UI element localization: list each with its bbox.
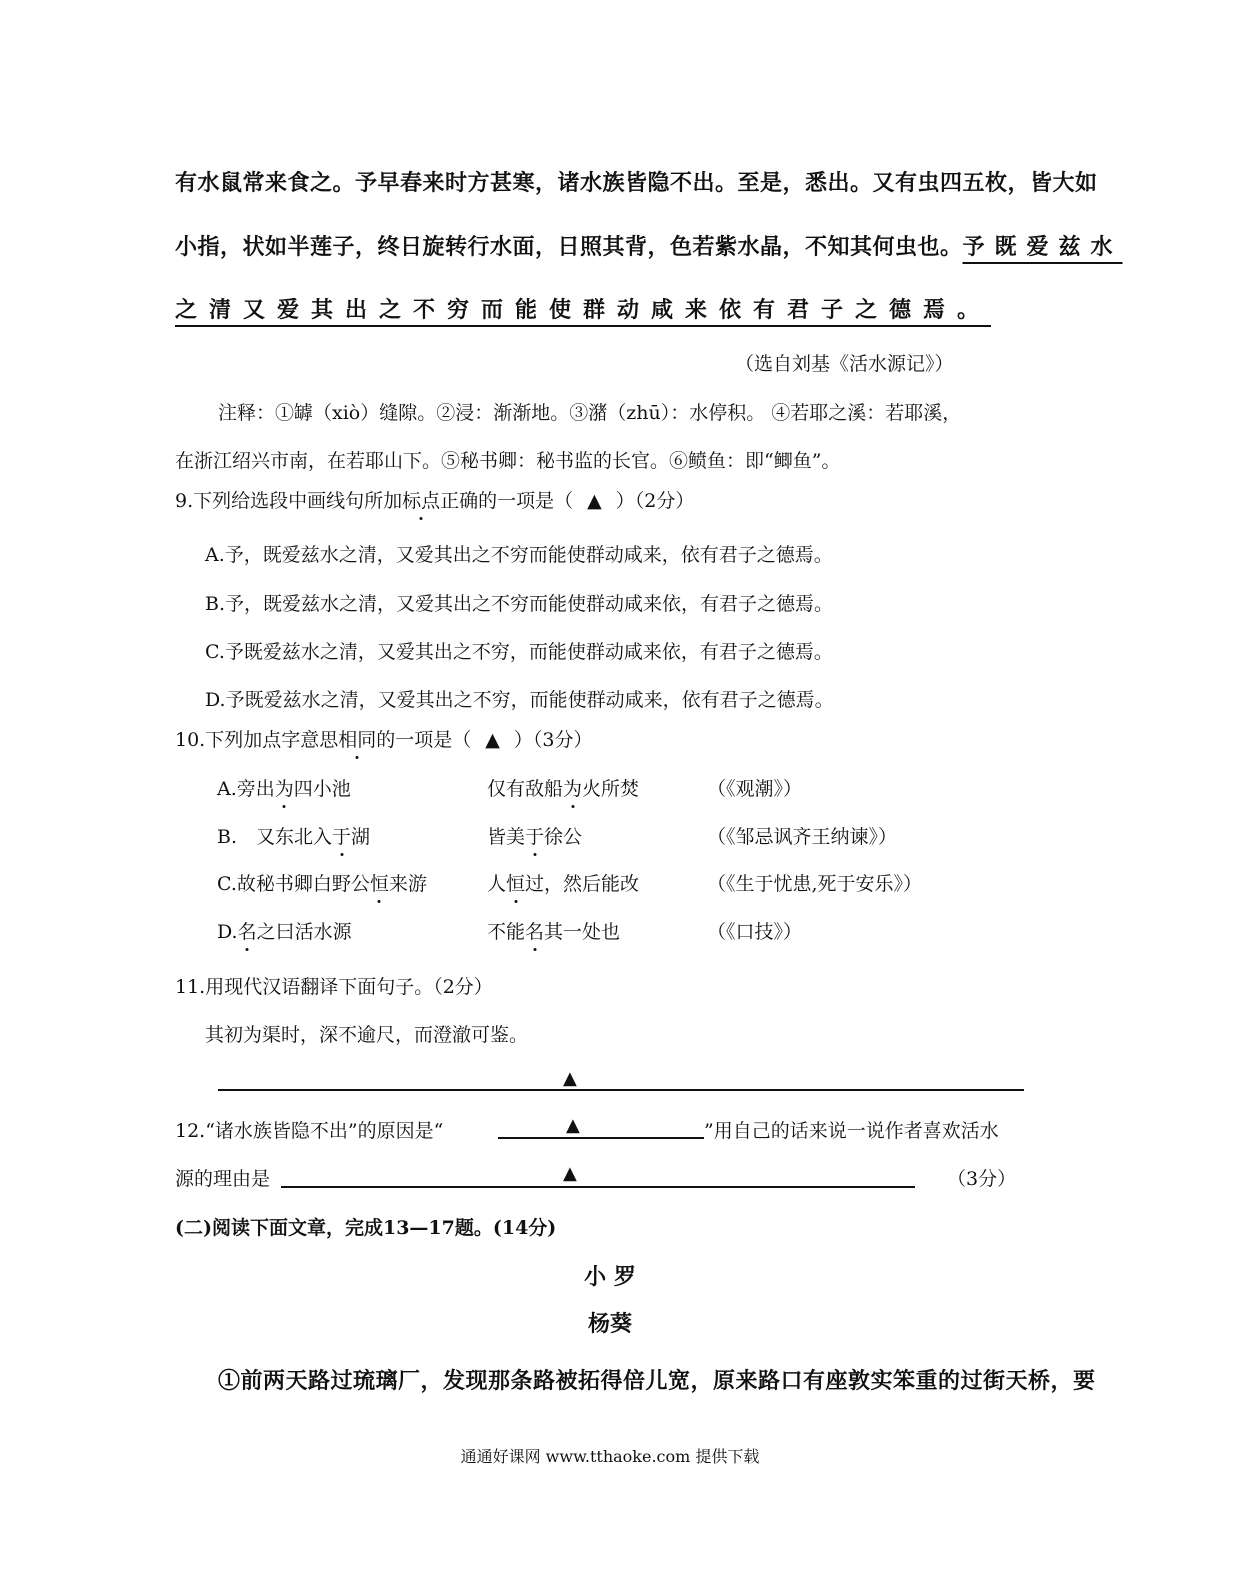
q10-row-a-left: A.旁出为四小池 <box>217 778 351 800</box>
q10-row-a-right: 仅有敌船为火所焚 <box>487 778 640 800</box>
q12-line-1-start: 12.“诸水族皆隐不出”的原因是“ <box>175 1120 444 1142</box>
q9-score: ）（2分） <box>615 490 695 512</box>
passage-line-2-text: 小指，状如半莲子，终日旋转行水面，日照其背，色若紫水晶，不知其何虫也。 <box>175 234 963 260</box>
underlined-sentence-start: 予既爱兹水 <box>962 234 1123 260</box>
q12-score: （3分） <box>947 1168 1017 1190</box>
q10-stem-text-2: 的一项是（ <box>376 729 472 751</box>
q11-stem: 11.用现代汉语翻译下面句子。（2分） <box>175 976 493 998</box>
q9-stem-text-2: 正确的一项是（ <box>440 490 574 512</box>
q10-row-c-source: （《生于忧患,死于安乐》） <box>707 873 923 895</box>
q10-row-b-left: B. 又东北入于湖 <box>217 826 371 848</box>
q10-row-d-source: （《口技》） <box>707 921 803 943</box>
passage-line-1: 有水鼠常来食之。予早春来时方甚寒，诸水族皆隐不出。至是，悉出。又有虫四五枚，皆大如 <box>175 170 1098 196</box>
article-title: 小 罗 <box>584 1264 636 1290</box>
page-footer: 通通好课网 www.tthaoke.com 提供下载 <box>460 1447 760 1466</box>
passage-source: （选自刘基《活水源记》） <box>735 353 954 375</box>
q9-stem <box>175 486 694 513</box>
q10-row-b-source: （《邹忌讽齐王纳谏》） <box>707 826 898 848</box>
q10-stem-text: 10.下列加点字意思 <box>175 729 339 751</box>
q11-answer-line[interactable] <box>218 1089 1024 1091</box>
annotation-line-1: 注释：①罅（xiò）缝隙。②浸：渐渐地。③潴（zhū）：水停积。 ④若耶之溪：若耶溪， <box>218 402 962 424</box>
q9-dotted-words <box>402 490 440 512</box>
annotation-line-2: 在浙江绍兴市南，在若耶山下。⑤秘书卿：秘书监的长官。⑥鲼鱼：即“鲫鱼”。 <box>175 450 841 472</box>
q9-dotted-text: 标点 <box>402 490 441 512</box>
answer-triangle-icon: ▲ <box>563 1163 577 1184</box>
answer-triangle-icon: ▲ <box>485 729 500 751</box>
q9-option-a: A.予，既爱兹水之清，又爱其出之不穷而能使群动咸来，依有君子之德焉。 <box>205 544 833 566</box>
q12-line-1-end: ”用自己的话来说一说作者喜欢活水 <box>704 1120 999 1142</box>
q9-option-d: D.予既爱兹水之清，又爱其出之不穷，而能使群动咸来，依有君子之德焉。 <box>205 689 834 711</box>
q12-answer-line-2[interactable] <box>281 1186 915 1188</box>
q10-row-d-right: 不能名其一处也 <box>487 921 621 943</box>
q12-answer-line-1[interactable] <box>498 1137 704 1139</box>
q10-row-b-right: 皆美于徐公 <box>487 826 583 848</box>
q12-line-2-start: 源的理由是 <box>175 1168 271 1190</box>
q10-stem <box>175 725 592 752</box>
article-paragraph-1: ①前两天路过琉璃厂，发现那条路被拓得倍儿宽，原来路口有座敦实笨重的过街天桥，要 <box>218 1368 1096 1394</box>
answer-triangle-icon: ▲ <box>566 1115 580 1136</box>
q11-sentence: 其初为渠时，深不逾尺，而澄澈可鉴。 <box>205 1024 529 1046</box>
q10-dotted-text: 相同 <box>338 729 377 751</box>
q10-row-a-source: （《观潮》） <box>707 778 803 800</box>
q9-option-b: B.予，既爱兹水之清，又爱其出之不穷而能使群动咸来依，有君子之德焉。 <box>205 593 834 615</box>
underlined-sentence-end: 之清又爱其出之不穷而能使群动咸来依有君子之德焉。 <box>175 297 992 323</box>
q10-score: ）（3分） <box>513 729 593 751</box>
q10-row-c-left: C.故秘书卿白野公恒来游 <box>217 873 427 895</box>
section-heading: (二)阅读下面文章，完成13—17题。(14分) <box>175 1217 557 1239</box>
answer-triangle-icon: ▲ <box>563 1068 577 1089</box>
q10-row-c-right: 人恒过，然后能改 <box>487 873 640 895</box>
answer-triangle-icon: ▲ <box>587 490 602 512</box>
passage-line-2 <box>175 230 1123 261</box>
q9-stem-text: 9.下列给选段中画线句所加 <box>175 490 403 512</box>
q9-option-c: C.予既爱兹水之清，又爱其出之不穷，而能使群动咸来依，有君子之德焉。 <box>205 641 833 663</box>
article-author: 杨葵 <box>587 1311 632 1337</box>
q10-row-d-left: D.名之曰活水源 <box>217 921 352 943</box>
